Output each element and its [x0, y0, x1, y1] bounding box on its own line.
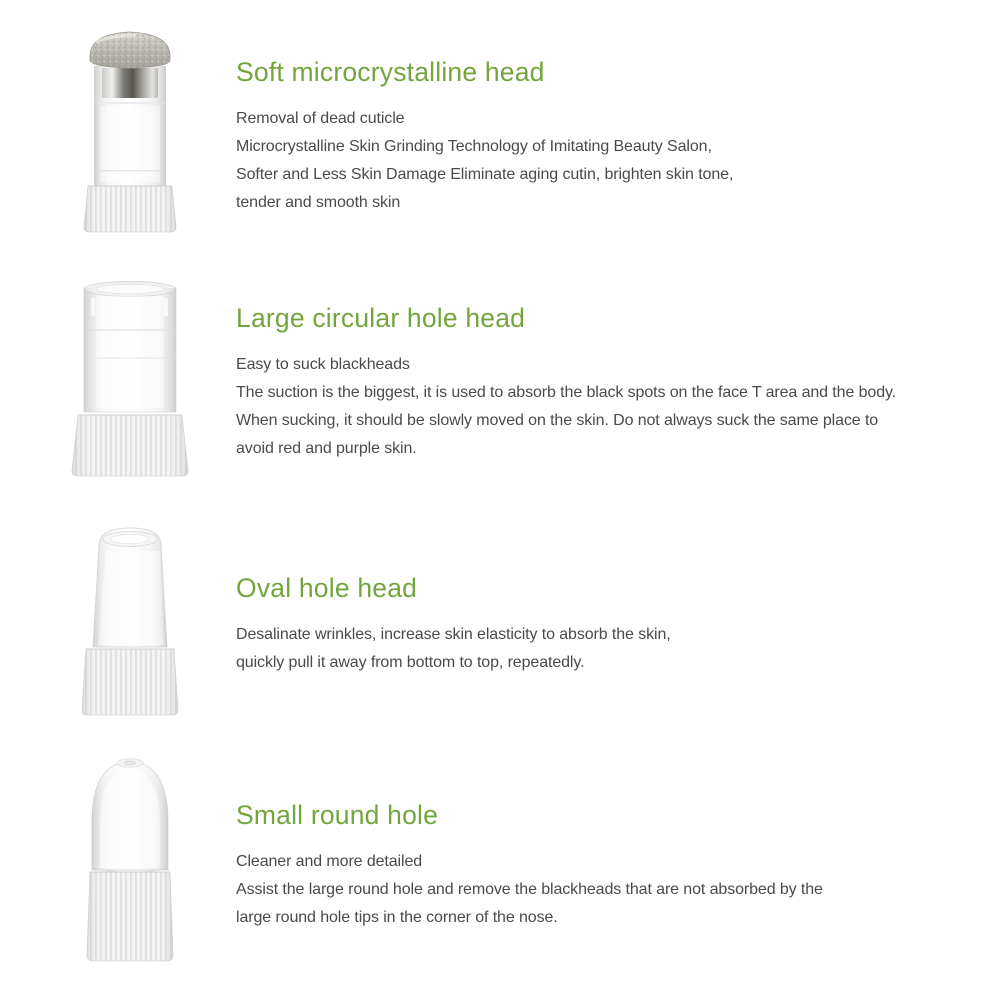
- large-circular-hole-head-image: [40, 272, 220, 482]
- oval-hole-head-illustration: [40, 515, 220, 725]
- section-line: Softer and Less Skin Damage Eliminate aging cutin, brighten skin tone,: [236, 166, 734, 183]
- section-line: Removal of dead cuticle: [236, 110, 405, 127]
- section-title: Oval hole head: [236, 573, 418, 603]
- section-title: Soft microcrystalline head: [236, 57, 545, 87]
- section-line: quickly pull it away from bottom to top, repeatedly.: [236, 654, 585, 671]
- microcrystalline-head-illustration: [40, 22, 220, 237]
- section-oval-hole: [236, 573, 984, 677]
- section-line: Easy to suck blackheads: [236, 356, 410, 373]
- section-large-circular-hole: [236, 303, 984, 463]
- section-title: Large circular hole head: [236, 303, 526, 333]
- section-line: Cleaner and more detailed: [236, 853, 423, 870]
- small-round-hole-head-illustration: [40, 750, 220, 970]
- section-small-round-hole: [236, 800, 984, 932]
- large-circular-hole-head-illustration: [40, 272, 220, 482]
- oval-hole-head-image: [40, 515, 220, 725]
- section-line: Desalinate wrinkles, increase skin elasticity to absorb the skin,: [236, 626, 671, 643]
- section-title: Small round hole: [236, 800, 439, 830]
- small-round-hole-head-image: [40, 750, 220, 970]
- microcrystalline-head-image: [40, 22, 220, 237]
- section-line: large round hole tips in the corner of the nose.: [236, 909, 558, 926]
- section-line: The suction is the biggest, it is used to absorb the black spots on the face T area and the body.: [236, 384, 897, 401]
- section-soft-microcrystalline: [236, 57, 984, 217]
- section-line: Microcrystalline Skin Grinding Technology of Imitating Beauty Salon,: [236, 138, 712, 155]
- section-line: When sucking, it should be slowly moved on the skin. Do not always suck the same place to: [236, 412, 879, 429]
- section-line: tender and smooth skin: [236, 194, 401, 211]
- section-line: avoid red and purple skin.: [236, 440, 417, 457]
- section-line: Assist the large round hole and remove the blackheads that are not absorbed by the: [236, 881, 823, 898]
